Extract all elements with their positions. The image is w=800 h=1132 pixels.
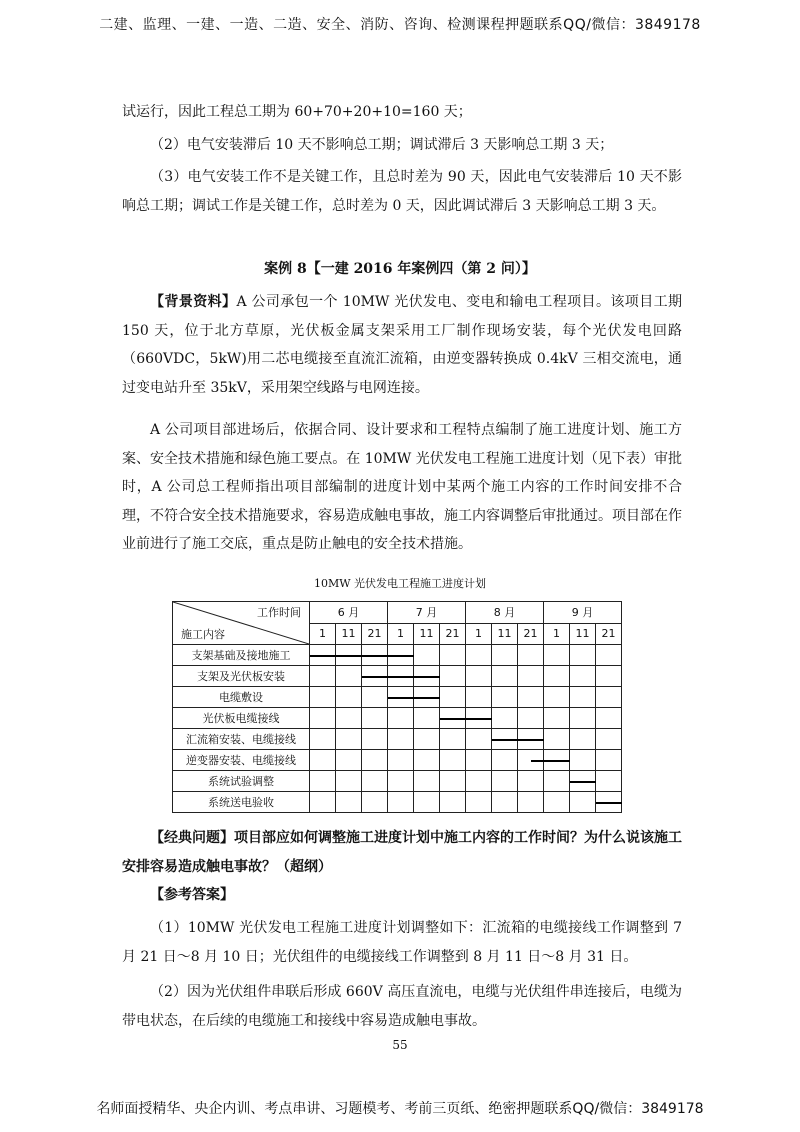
schedule-cell <box>570 729 596 750</box>
task-name: 支架及光伏板安装 <box>173 666 310 687</box>
schedule-cell <box>518 666 544 687</box>
schedule-cell <box>414 729 440 750</box>
gantt-bar <box>440 718 492 720</box>
day-header: 11 <box>414 623 440 645</box>
day-header: 11 <box>492 623 518 645</box>
schedule-cell <box>388 792 414 813</box>
schedule-cell <box>518 687 544 708</box>
schedule-cell <box>466 666 492 687</box>
background-paragraph-2: A 公司项目部进场后，依据合同、设计要求和工程特点编制了施工进度计划、施工方案、安全技术措施和绿色施工要点。在 10MW 光伏发电工程施工进度计划（见下表）审批时，A 公司总工程师指出项目部编制的进度计划中某两个施工内容的工作时间安排不合理，不符合安全技术措施要求，容易造成触电事故，施工内容调整后审批通过。项目部在作业前进行了施工交底，重点是防止触电的安全技术措施。 <box>122 422 682 552</box>
schedule-cell <box>310 666 336 687</box>
page-number: 55 <box>392 1038 408 1052</box>
month-header: 7 月 <box>388 602 466 624</box>
schedule-cell <box>466 729 492 750</box>
paragraph-2: （2）电气安装滞后 10 天不影响总工期；调试滞后 3 天影响总工期 3 天； <box>150 137 614 153</box>
day-header: 21 <box>362 623 388 645</box>
schedule-cell <box>492 771 518 792</box>
corner-top-label: 工作时间 <box>257 606 301 619</box>
answer-paragraph-2: （2）因为光伏组件串联后形成 660V 高压直流电，电缆与光伏组件串连接后，电缆为带电状态，在后续的电缆施工和接线中容易造成触电事故。 <box>122 984 682 1029</box>
schedule-cell <box>570 708 596 729</box>
schedule-cell <box>518 771 544 792</box>
table-row <box>173 792 622 813</box>
page-header: 二建、监理、一建、一造、二造、安全、消防、咨询、检测课程押题联系QQ/微信：3849178 <box>99 17 701 33</box>
answer-label: 【参考答案】 <box>150 887 234 903</box>
schedule-table <box>172 601 622 813</box>
schedule-cell <box>388 729 414 750</box>
schedule-cell <box>596 771 622 792</box>
schedule-cell <box>544 645 570 666</box>
schedule-cell <box>466 771 492 792</box>
page-footer: 名师面授精华、央企内训、考点串讲、习题模考、考前三页纸、绝密押题联系QQ/微信：3849178 <box>96 1101 704 1117</box>
schedule-cell <box>336 687 362 708</box>
schedule-cell <box>596 687 622 708</box>
background-paragraph-1 <box>122 288 682 402</box>
task-name: 支架基础及接地施工 <box>173 645 310 666</box>
schedule-cell <box>310 729 336 750</box>
schedule-cell <box>388 771 414 792</box>
answer-paragraph-1: （1）10MW 光伏发电工程施工进度计划调整如下：汇流箱的电缆接线工作调整到 7 月 21 日～8 月 10 日；光伏组件的电缆接线工作调整到 8 月 11 日～8 月 31 日。 <box>122 920 682 965</box>
schedule-cell <box>570 750 596 771</box>
schedule-cell <box>414 750 440 771</box>
question-label: 【经典问题】 <box>150 830 234 846</box>
schedule-cell <box>414 645 440 666</box>
task-name: 汇流箱安装、电缆接线 <box>173 729 310 750</box>
schedule-cell <box>336 666 362 687</box>
schedule-cell <box>544 792 570 813</box>
schedule-cell <box>492 687 518 708</box>
schedule-caption: 10MW 光伏发电工程施工进度计划 <box>313 577 487 590</box>
question-text: 项目部应如何调整施工进度计划中施工内容的工作时间？为什么说该施工安排容易造成触电事故？（超纲） <box>122 830 682 875</box>
table-row <box>173 729 622 750</box>
schedule-cell <box>362 750 388 771</box>
task-name: 系统试验调整 <box>173 771 310 792</box>
gantt-bar <box>596 802 622 804</box>
schedule-cell <box>596 708 622 729</box>
schedule-cell <box>440 729 466 750</box>
schedule-cell <box>362 729 388 750</box>
task-name: 逆变器安装、电缆接线 <box>173 750 310 771</box>
day-header: 1 <box>310 623 336 645</box>
day-header: 11 <box>336 623 362 645</box>
schedule-cell <box>492 708 518 729</box>
gantt-bar <box>388 697 440 699</box>
schedule-cell <box>492 645 518 666</box>
schedule-cell <box>492 750 518 771</box>
schedule-cell <box>414 792 440 813</box>
month-header: 9 月 <box>544 602 622 624</box>
schedule-cell <box>440 687 466 708</box>
day-header: 1 <box>466 623 492 645</box>
day-header: 1 <box>544 623 570 645</box>
background-text-1: A 公司承包一个 10MW 光伏发电、变电和输电工程项目。该项目工期 150 天，位于北方草原，光伏板金属支架采用工厂制作现场安装，每个光伏发电回路（660VDC，5kW)用二芯电缆接至直流汇流箱，由逆变器转换成 0.4kV 三相交流电，通过变电站升至 35kV，采用架空线路与电网连接。 <box>122 294 683 396</box>
task-name: 光伏板电缆接线 <box>173 708 310 729</box>
gantt-bar <box>362 676 440 678</box>
schedule-cell <box>362 792 388 813</box>
schedule-cell <box>336 771 362 792</box>
case-title: 案例 8【一建 2016 年案例四（第 2 问）】 <box>264 261 536 277</box>
schedule-cell <box>336 750 362 771</box>
schedule-cell <box>310 771 336 792</box>
schedule-cell <box>570 645 596 666</box>
schedule-cell <box>596 729 622 750</box>
day-header: 1 <box>388 623 414 645</box>
schedule-cell <box>570 792 596 813</box>
gantt-bar <box>310 655 414 657</box>
schedule-cell <box>440 666 466 687</box>
month-header: 8 月 <box>466 602 544 624</box>
schedule-cell <box>310 750 336 771</box>
table-corner <box>173 602 310 645</box>
schedule-cell <box>414 771 440 792</box>
schedule-cell <box>310 792 336 813</box>
background-label: 【背景资料】 <box>150 294 237 310</box>
task-name: 电缆敷设 <box>173 687 310 708</box>
paragraph-3: （3）电气安装工作不是关键工作，且总时差为 90 天，因此电气安装滞后 10 天不影响总工期；调试工作是关键工作，总时差为 0 天，因此调试滞后 3 天影响总工期 3 天。 <box>122 169 682 214</box>
paragraph-1: 试运行，因此工程总工期为 60+70+20+10=160 天； <box>122 104 472 120</box>
day-header: 21 <box>440 623 466 645</box>
schedule-cell <box>336 729 362 750</box>
schedule-cell <box>440 771 466 792</box>
schedule-cell <box>570 666 596 687</box>
gantt-bar <box>492 739 544 741</box>
schedule-cell <box>388 750 414 771</box>
schedule-cell <box>310 687 336 708</box>
schedule-cell <box>596 666 622 687</box>
schedule-cell <box>466 687 492 708</box>
schedule-cell <box>414 708 440 729</box>
schedule-cell <box>362 687 388 708</box>
day-header: 21 <box>518 623 544 645</box>
table-row <box>173 708 622 729</box>
month-header: 6 月 <box>310 602 388 624</box>
task-name: 系统送电验收 <box>173 792 310 813</box>
schedule-cell <box>440 750 466 771</box>
corner-bottom-label: 施工内容 <box>181 628 225 641</box>
schedule-cell <box>596 645 622 666</box>
gantt-bar <box>531 760 570 762</box>
schedule-cell <box>544 729 570 750</box>
schedule-cell <box>544 771 570 792</box>
schedule-cell <box>362 708 388 729</box>
schedule-cell <box>336 792 362 813</box>
schedule-cell <box>492 792 518 813</box>
schedule-cell <box>466 750 492 771</box>
table-row <box>173 771 622 792</box>
schedule-cell <box>544 708 570 729</box>
schedule-cell <box>466 645 492 666</box>
schedule-cell <box>362 771 388 792</box>
schedule-cell <box>544 687 570 708</box>
schedule-cell <box>518 645 544 666</box>
schedule-cell <box>466 792 492 813</box>
schedule-cell <box>570 687 596 708</box>
schedule-cell <box>336 708 362 729</box>
schedule-cell <box>440 792 466 813</box>
day-header: 11 <box>570 623 596 645</box>
schedule-cell <box>518 792 544 813</box>
day-header: 21 <box>596 623 622 645</box>
schedule-cell <box>310 708 336 729</box>
schedule-cell <box>544 666 570 687</box>
schedule-cell <box>596 750 622 771</box>
gantt-bar <box>570 781 596 783</box>
schedule-cell <box>440 645 466 666</box>
schedule-cell <box>388 708 414 729</box>
schedule-cell <box>492 666 518 687</box>
schedule-cell <box>518 708 544 729</box>
question-paragraph <box>122 824 682 881</box>
